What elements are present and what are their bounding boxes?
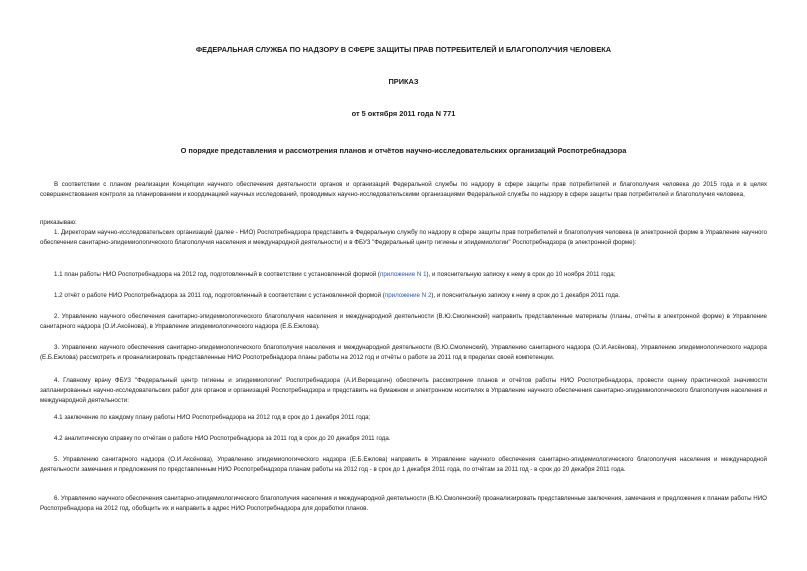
paragraph-1-2-text-a: 1.2 отчёт о работе НИО Роспотребнадзора за 2011 год, подготовленный в соответствии с установленной формой ( (54, 292, 385, 299)
paragraph-1-2 (40, 291, 767, 301)
paragraph-5: 5. Управлению санитарного надзора (О.И.Аксёнова), Управлению эпидемиологического надзора (Е.Б.Ежлова) направить в Управление научного обеспечения санитарно-эпидемиологического благополучия населения и международной деятельности замечания и предложения по представленным НИО Роспотребнадзора планам работы на 2012 год - в срок до 1 декабря 2011 года, по отчётам за 2011 год - в срок до 20 декабря 2011 года. (40, 456, 767, 473)
appendix-1-link[interactable]: приложение N 1 (380, 271, 427, 278)
paragraph-4: 4. Главному врачу ФБУЗ "Федеральный центр гигиены и эпидемиологии" Роспотребнадзора (А.И.Верещагин) обеспечить рассмотрение планов и отчётов работы НИО Роспотребнадзора, провести оценку практической значимости запланированных научно-исследовательских работ для органов и организаций Роспотребнадзора и представить на бумажном и электронном носителях в Управление научного обеспечения санитарно-эпидемиологического благополучия населения и международной деятельности: (40, 377, 767, 404)
paragraph-1-1-text-a: 1.1 план работы НИО Роспотребнадзора на 2012 год, подготовленный в соответствии с установленной формой ( (54, 271, 380, 278)
intro-paragraph: В соответствии с планом реализации Концепции научного обеспечения деятельности органов и организаций Федеральной службы по надзору в сфере защиты прав потребителей и благополучия человека до 2015 года и в целях совершенствования контроля за планированием и координацией научных исследований, проводимых научно-исследовательскими организациями Федеральной службы по надзору в сфере защиты прав потребителей и благополучия человека, (40, 181, 767, 198)
paragraph-1-1-text-b: ), и пояснительную записку к нему в срок до 10 ноября 2011 года; (426, 271, 616, 278)
order-word: приказываю: (40, 219, 77, 226)
paragraph-1: 1. Директорам научно-исследовательских организаций (далее - НИО) Роспотребнадзора представить в Федеральную службу по надзору в сфере защиты прав потребителей и благополучия человека (в электронной форме в Управление научного обеспечения санитарно-эпидемиологического благополучия населения и международной деятельности) и в ФБУЗ "Федеральный центр гигиены и эпидемиологии" Роспотребнадзора (в электронной форме): (40, 229, 767, 246)
paragraph-2: 2. Управлению научного обеспечения санитарно-эпидемиологического благополучия населения и международной деятельности (В.Ю.Смоленский) направить представленные материалы (планы, отчёты в электронной форме) в Управление санитарного надзора (О.И.Аксёнова), в Управление эпидемиологического надзора (Е.Б.Ежлова). (40, 313, 767, 330)
paragraph-4-1: 4.1 заключение по каждому плану работы НИО Роспотребнадзора на 2012 год в срок до 1 декабря 2011 года; (54, 414, 371, 421)
agency-heading: ФЕДЕРАЛЬНАЯ СЛУЖБА ПО НАДЗОРУ В СФЕРЕ ЗАЩИТЫ ПРАВ ПОТРЕБИТЕЛЕЙ И БЛАГОПОЛУЧИЯ ЧЕЛОВЕКА (195, 45, 612, 54)
document-title: О порядке представления и рассмотрения планов и отчётов научно-исследовательских организаций Роспотребнадзора (180, 146, 627, 155)
paragraph-6: 6. Управлению научного обеспечения санитарно-эпидемиологического благополучия населения и международной деятельности (В.Ю.Смоленский) проанализировать представленные заключения, замечания и предложения к планам работы НИО Роспотребнадзора на 2012 год, обобщить их и направить в адрес НИО Роспотребнадзора для доработки планов. (40, 495, 767, 512)
date-number-heading: от 5 октября 2011 года N 771 (351, 109, 456, 118)
paragraph-4-2: 4.2 аналитическую справку по отчётам о работе НИО Роспотребнадзора за 2011 год в срок до 20 декабря 2011 года. (54, 435, 391, 442)
paragraph-3: 3. Управлению научного обеспечения санитарно-эпидемиологического благополучия населения и международной деятельности (В.Ю.Смоленский), Управлению санитарного надзора (О.И.Аксёнова), Управлению эпидемиологического надзора (Е.Б.Ежлова) рассмотреть и проанализировать представленные НИО Роспотребнадзора планы работы на 2012 год и отчёты о работе за 2011 год в пределах своей компетенции. (40, 344, 767, 361)
paragraph-1-2-text-b: ), и пояснительную записку к нему в срок до 1 декабря 2011 года. (431, 292, 620, 299)
paragraph-1-1 (40, 270, 767, 280)
doc-type-heading: ПРИКАЗ (388, 77, 419, 86)
appendix-2-link[interactable]: приложение N 2 (384, 292, 432, 299)
